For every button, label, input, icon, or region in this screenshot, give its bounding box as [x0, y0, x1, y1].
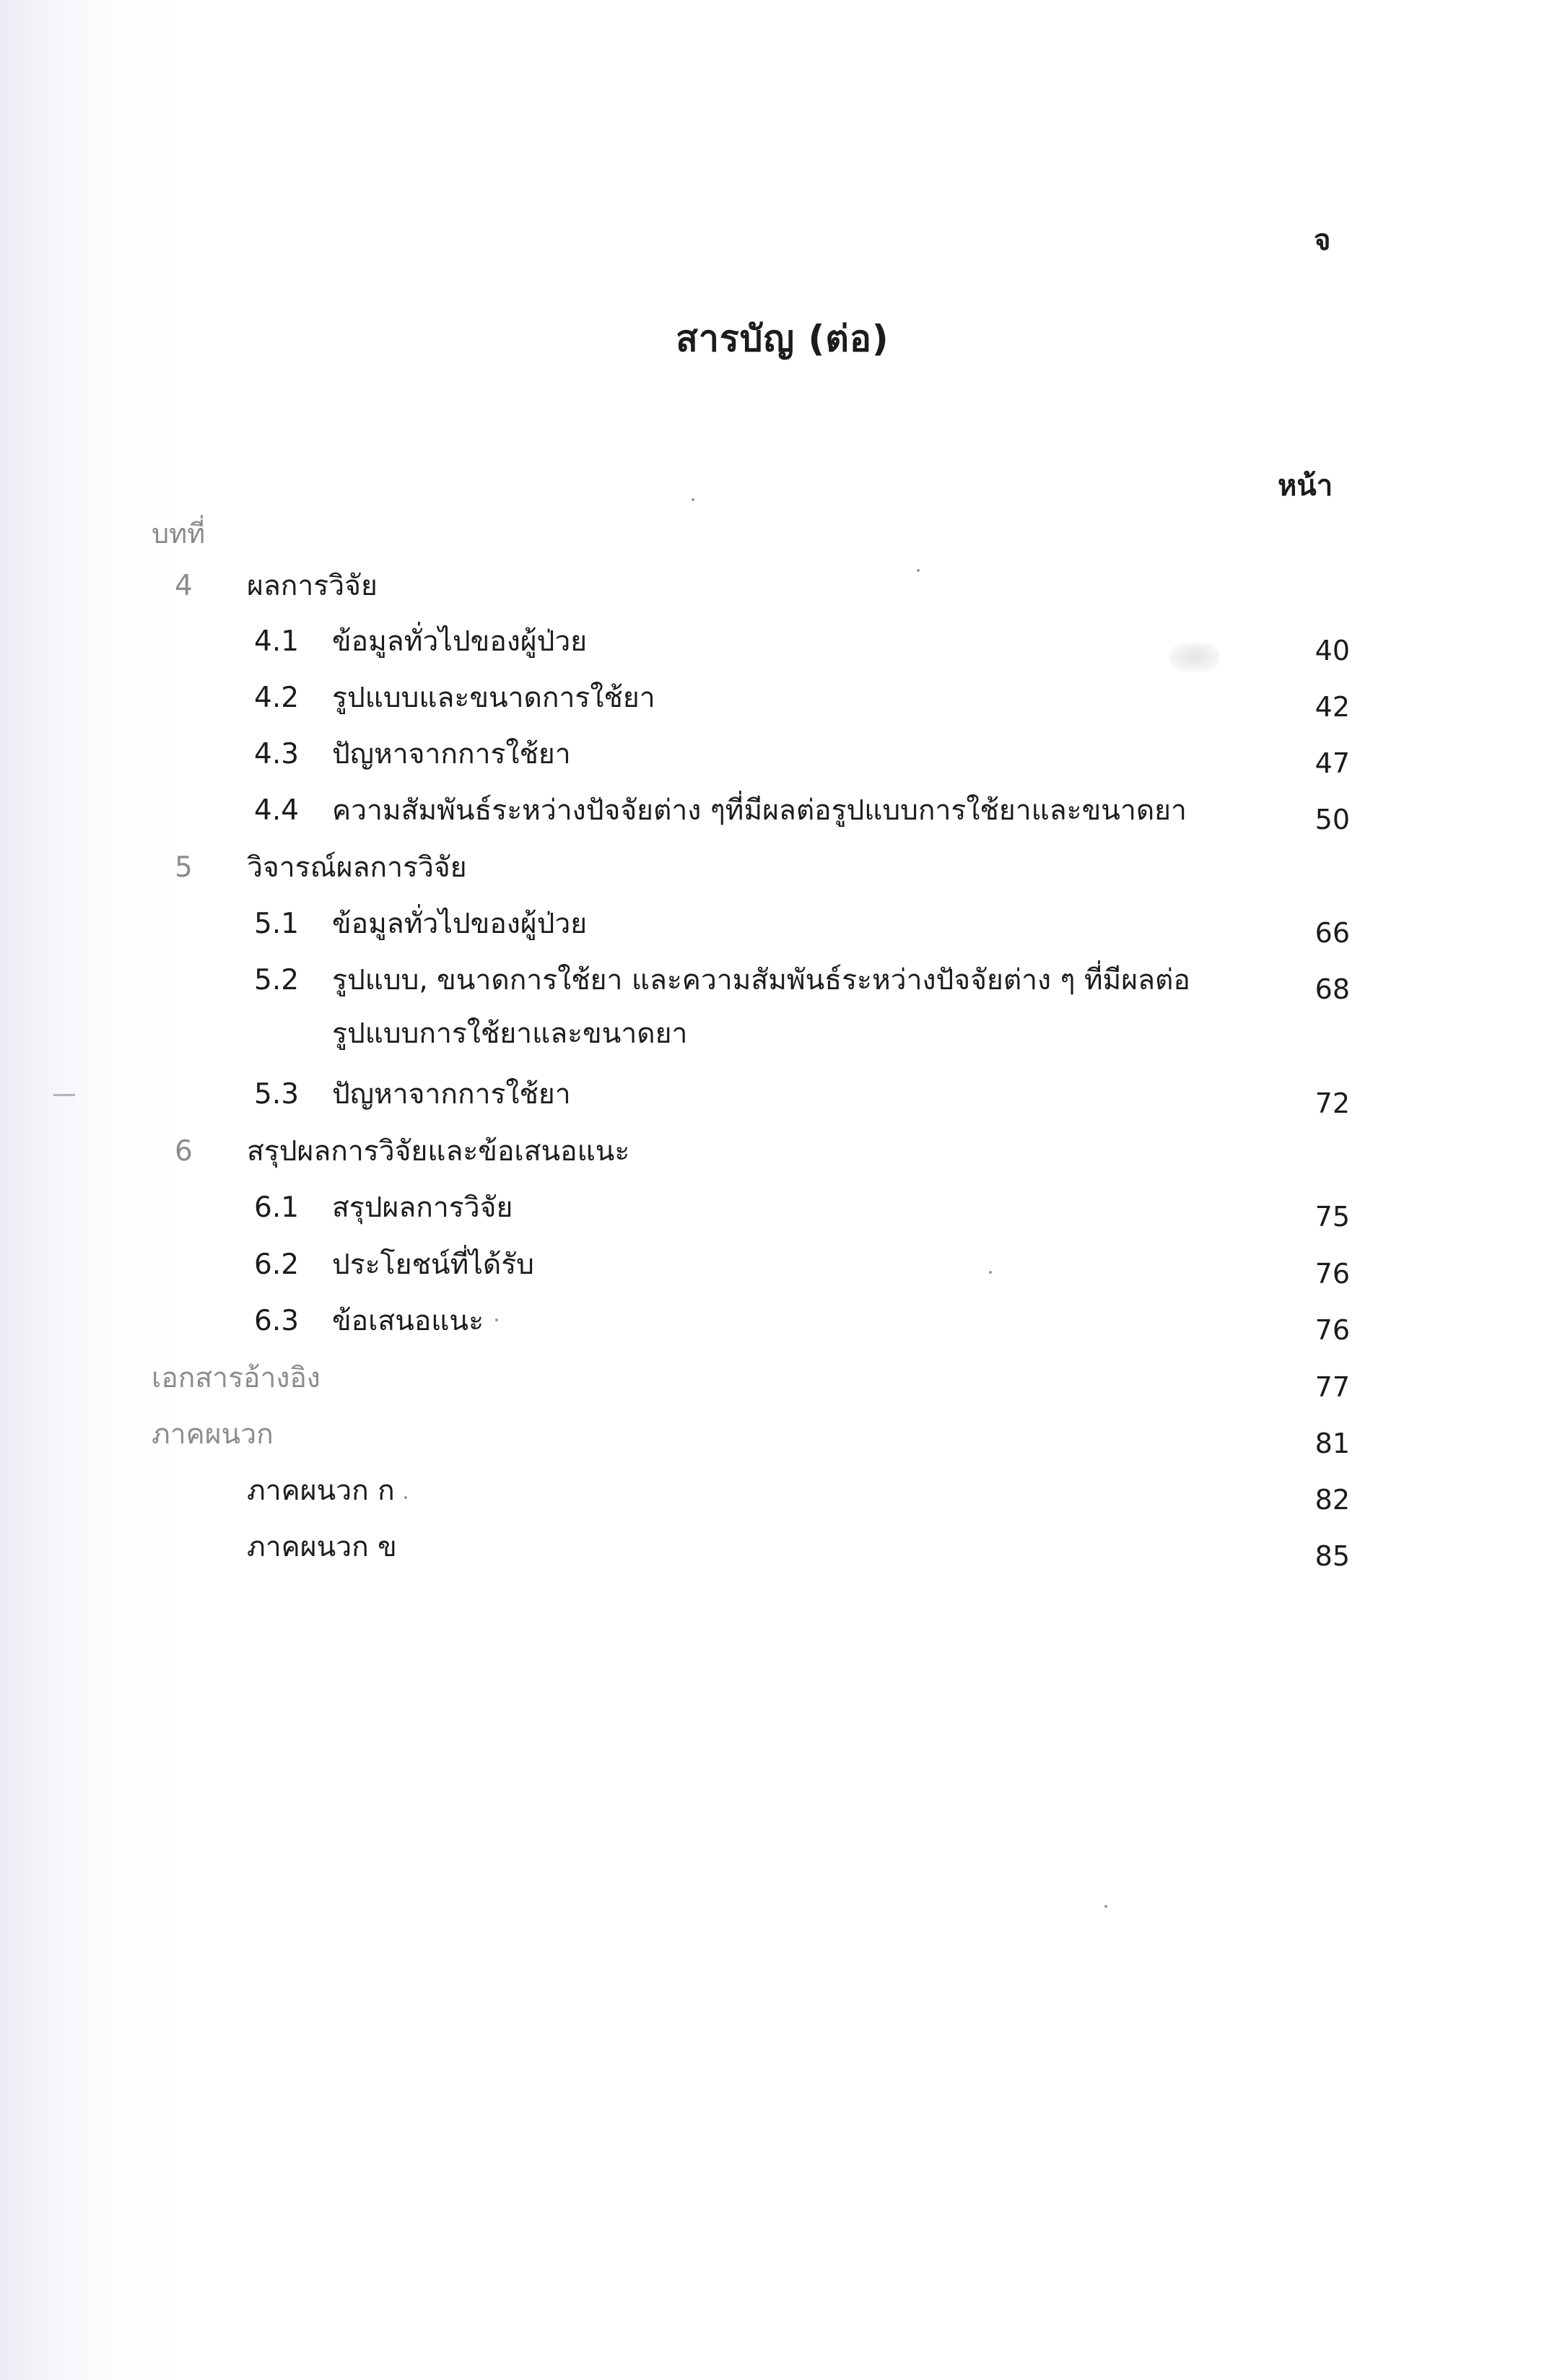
- toc-section-5-3: [0, 1072, 1565, 1118]
- section-title: ข้อมูลทั่วไปของผู้ป่วย: [332, 908, 588, 940]
- section-title: รูปแบบ, ขนาดการใช้ยา และความสัมพันธ์ระหว่างปัจจัยต่าง ๆ ที่มีผลต่อ: [332, 964, 1190, 996]
- section-number: 4.1: [254, 625, 300, 658]
- toc-section-4-3: [0, 731, 1565, 778]
- toc-section-5-2: [0, 957, 1565, 1004]
- toc-section-6-1: [0, 1185, 1565, 1231]
- page-number: 76: [1315, 1314, 1350, 1346]
- scan-speck: [692, 498, 694, 501]
- section-number: 4.3: [254, 738, 300, 770]
- section-title: สรุปผลการวิจัย: [332, 1191, 513, 1224]
- section-title: รูปแบบและขนาดการใช้ยา: [332, 682, 655, 714]
- scan-speck: [404, 1496, 407, 1499]
- scan-speck: [1104, 1905, 1107, 1908]
- scan-speck: [989, 1271, 992, 1274]
- scan-mark: [53, 1094, 75, 1096]
- page-column-header: หน้า: [1278, 469, 1333, 503]
- section-title: ปัญหาจากการใช้ยา: [332, 738, 571, 770]
- entry-title: เอกสารอ้างอิง: [152, 1362, 321, 1394]
- section-number: 4.4: [254, 794, 300, 827]
- section-number: 4.2: [254, 682, 300, 714]
- chapter-number: 6: [175, 1135, 193, 1168]
- page-number: 77: [1315, 1371, 1350, 1403]
- page-title: สารบัญ (ต่อ): [676, 318, 889, 360]
- entry-title: ภาคผนวก ข: [247, 1531, 397, 1563]
- page-number: 85: [1315, 1540, 1350, 1572]
- toc-section-6-2: [0, 1242, 1565, 1288]
- section-title-continuation: รูปแบบการใช้ยาและขนาดยา: [332, 1017, 688, 1050]
- page-number: 82: [1315, 1484, 1350, 1516]
- scan-smudge: [1169, 643, 1220, 672]
- chapter-title: วิจารณ์ผลการวิจัย: [247, 851, 467, 884]
- section-title: ความสัมพันธ์ระหว่างปัจจัยต่าง ๆที่มีผลต่อรูปแบบการใช้ยาและขนาดยา: [332, 794, 1187, 827]
- entry-title: ภาคผนวก ก: [247, 1475, 395, 1507]
- page-number: 75: [1315, 1201, 1350, 1233]
- chapter-number: 4: [175, 570, 193, 602]
- scan-speck: [917, 569, 920, 572]
- toc-appendix: [0, 1412, 1565, 1458]
- page-number: 76: [1315, 1258, 1350, 1290]
- toc-chapter-4: [0, 563, 1565, 609]
- page-number: 40: [1315, 635, 1350, 666]
- section-title: ประโยชน์ที่ได้รับ: [332, 1248, 534, 1281]
- toc-section-5-2-continuation: [0, 1011, 1565, 1057]
- section-title: ปัญหาจากการใช้ยา: [332, 1078, 571, 1111]
- section-number: 6.1: [254, 1191, 300, 1224]
- page-number: 47: [1315, 747, 1350, 779]
- section-title: ข้อมูลทั่วไปของผู้ป่วย: [332, 625, 588, 658]
- chapter-column-header: บทที่: [152, 518, 206, 550]
- toc-chapter-5: [0, 845, 1565, 891]
- toc-appendix-a: [0, 1468, 1565, 1514]
- chapter-title: ผลการวิจัย: [247, 570, 378, 602]
- toc-section-6-3: [0, 1298, 1565, 1345]
- toc-chapter-6: [0, 1129, 1565, 1175]
- entry-title: ภาคผนวก: [152, 1418, 274, 1451]
- section-number: 6.3: [254, 1305, 300, 1337]
- toc-section-4-4: [0, 788, 1565, 834]
- section-number: 6.2: [254, 1248, 300, 1281]
- chapter-number: 5: [175, 851, 193, 884]
- toc-section-5-1: [0, 901, 1565, 947]
- page-number-letter: จ: [1314, 224, 1331, 257]
- toc-section-4-1: [0, 619, 1565, 665]
- page-number: 42: [1315, 691, 1350, 723]
- toc-appendix-b: [0, 1524, 1565, 1571]
- section-number: 5.1: [254, 908, 300, 940]
- toc-references: [0, 1355, 1565, 1402]
- page-number: 50: [1315, 804, 1350, 835]
- section-number: 5.2: [254, 964, 300, 996]
- page-number: 66: [1315, 917, 1350, 949]
- toc-section-4-2: [0, 675, 1565, 721]
- page-number: 81: [1315, 1428, 1350, 1459]
- page-number: 72: [1315, 1087, 1350, 1119]
- scan-speck: [495, 1319, 498, 1321]
- page-number: 68: [1315, 973, 1350, 1005]
- section-number: 5.3: [254, 1078, 300, 1111]
- chapter-title: สรุปผลการวิจัยและข้อเสนอแนะ: [247, 1135, 630, 1168]
- section-title: ข้อเสนอแนะ: [332, 1305, 484, 1337]
